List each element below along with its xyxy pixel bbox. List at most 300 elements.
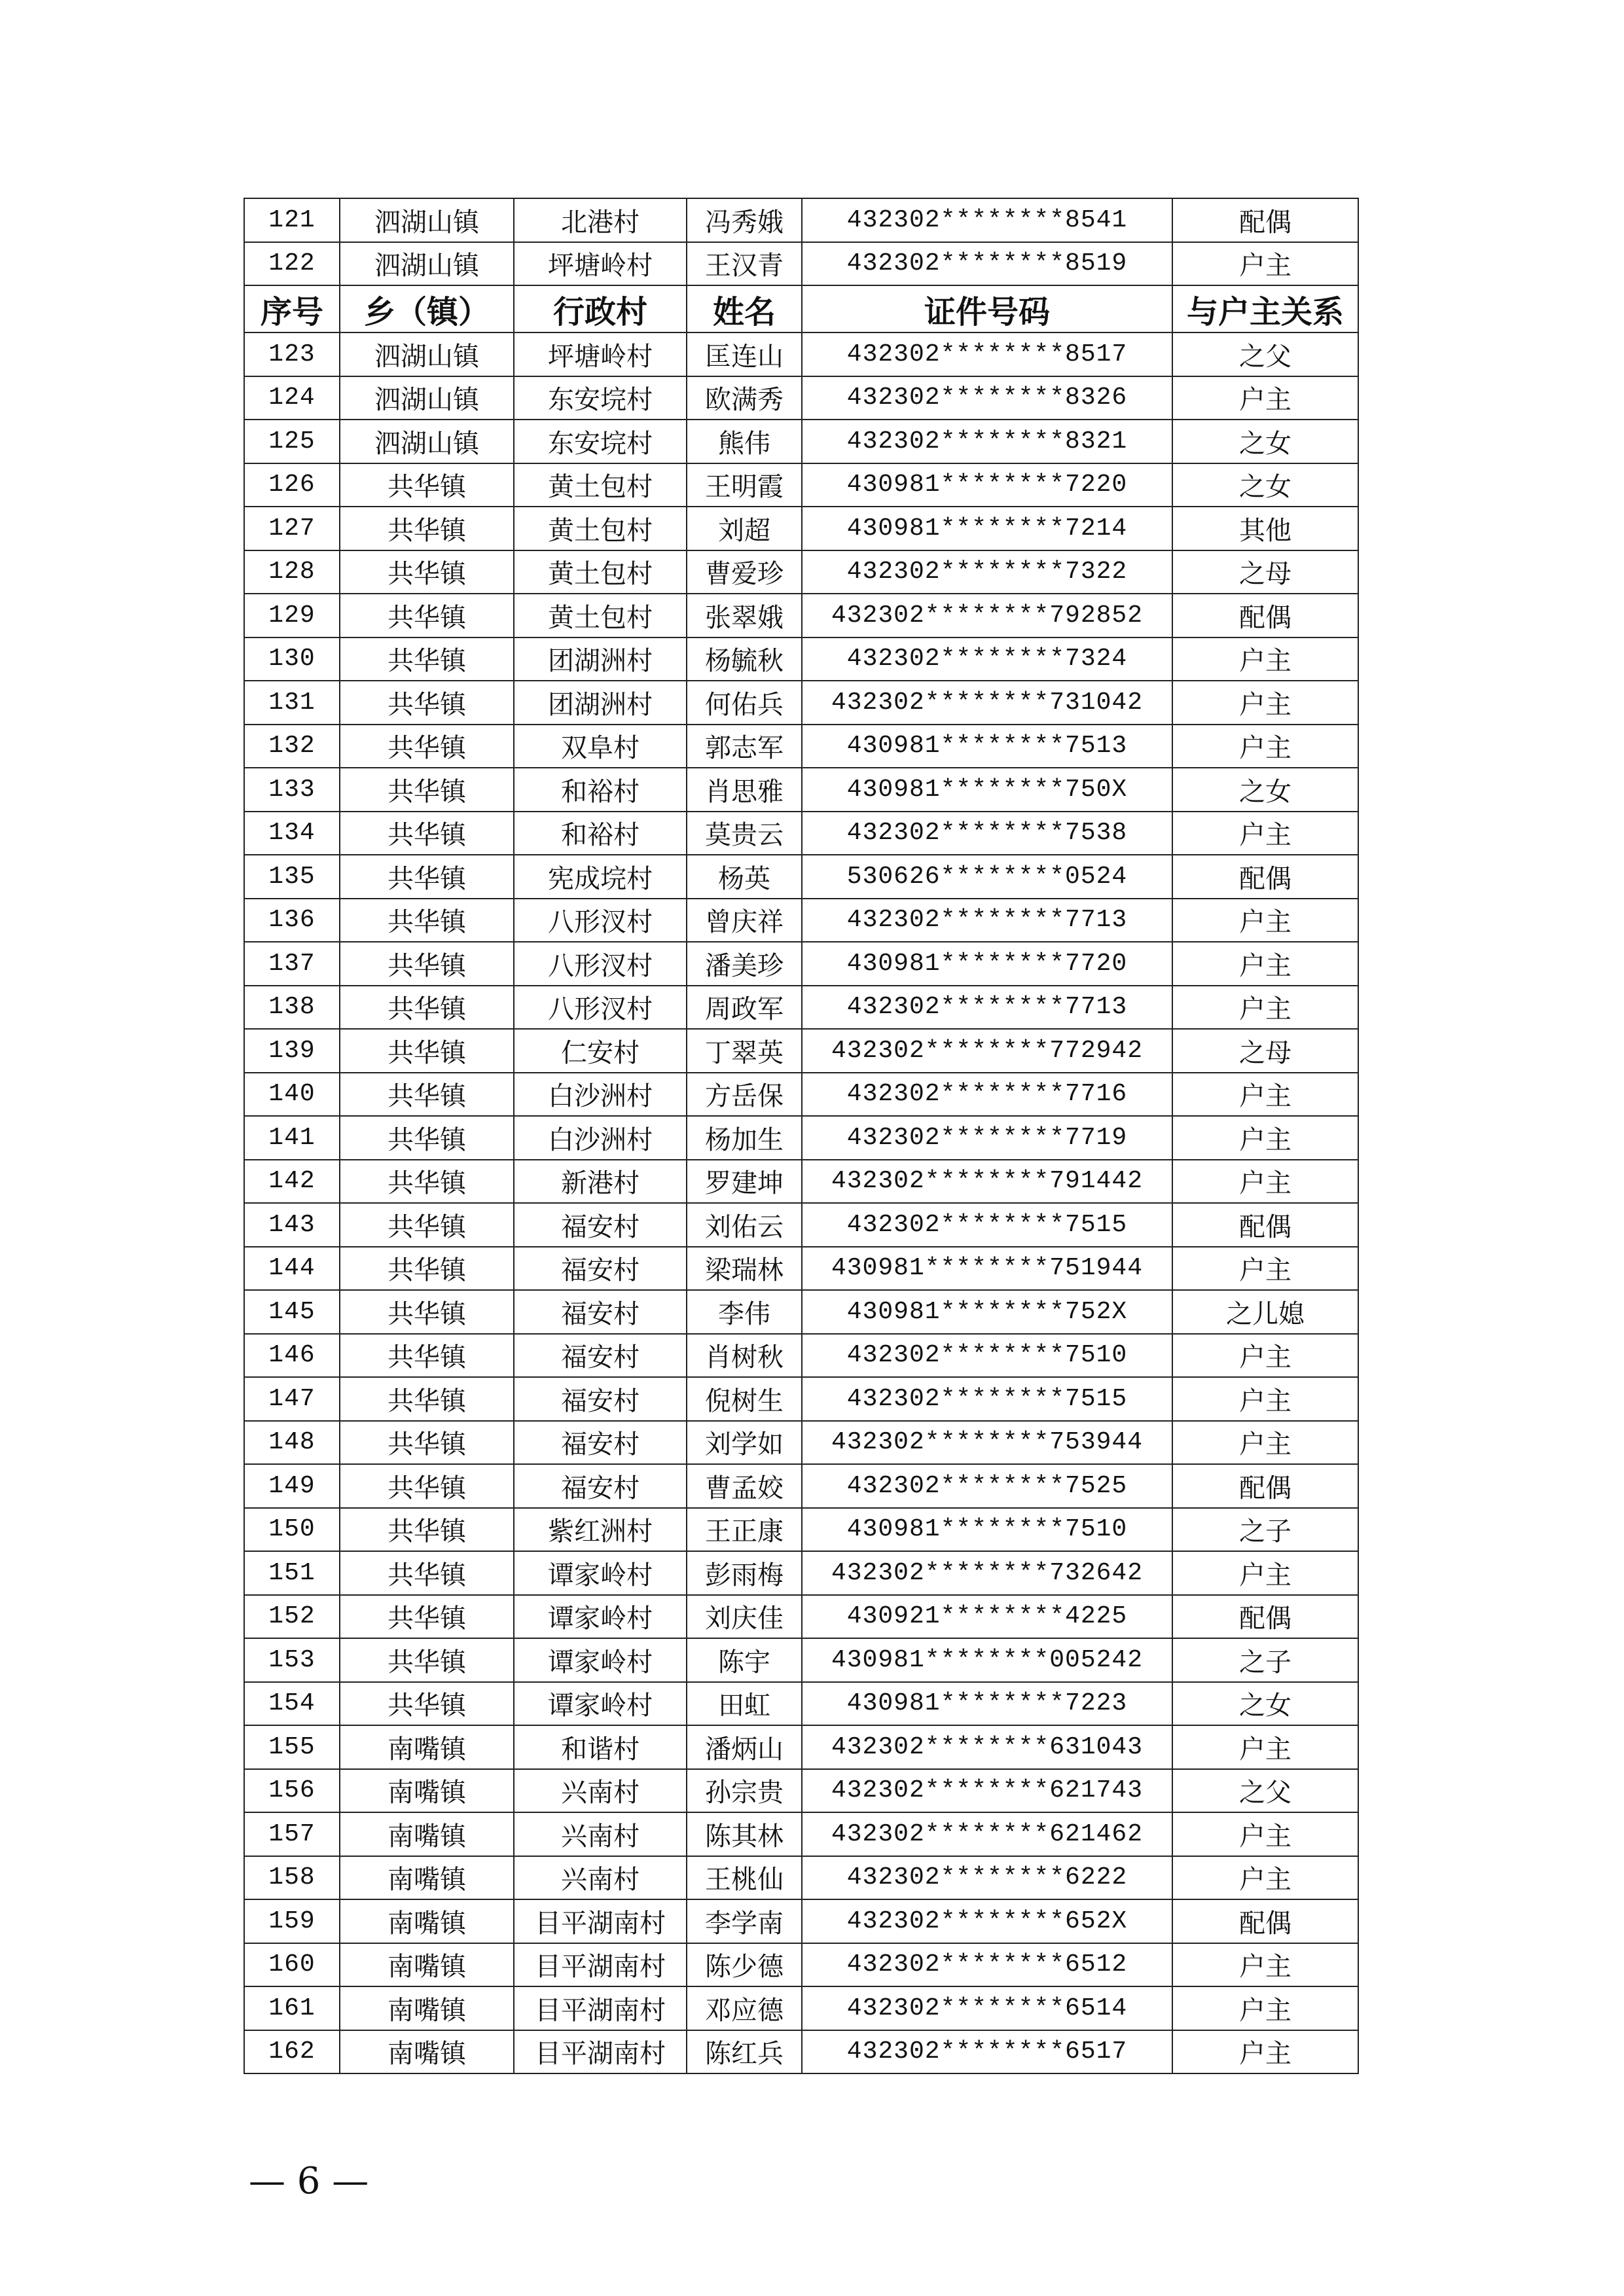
township-cell: 南嘴镇 <box>340 1899 514 1943</box>
relation-cell: 之子 <box>1172 1638 1358 1682</box>
village-cell: 八形汊村 <box>514 986 687 1030</box>
id-number-cell: 432302********8541 <box>802 198 1172 242</box>
relation-cell: 之父 <box>1172 332 1358 376</box>
village-cell: 目平湖南村 <box>514 1899 687 1943</box>
serial-cell: 129 <box>244 594 340 637</box>
name-cell: 孙宗贵 <box>687 1769 802 1813</box>
table-row <box>244 899 1358 942</box>
id-number-cell: 430981********7720 <box>802 942 1172 986</box>
id-number-cell: 430981********005242 <box>802 1638 1172 1682</box>
relation-cell: 配偶 <box>1172 855 1358 899</box>
name-cell: 倪树生 <box>687 1377 802 1421</box>
table-row <box>244 332 1358 376</box>
relation-cell: 之子 <box>1172 1508 1358 1552</box>
township-cell: 南嘴镇 <box>340 1725 514 1769</box>
serial-cell: 145 <box>244 1290 340 1334</box>
township-cell: 南嘴镇 <box>340 1812 514 1856</box>
village-cell: 和裕村 <box>514 812 687 855</box>
name-cell: 刘佑云 <box>687 1203 802 1247</box>
name-cell: 梁瑞林 <box>687 1247 802 1291</box>
village-cell: 兴南村 <box>514 1769 687 1813</box>
name-cell: 曾庆祥 <box>687 899 802 942</box>
table-row <box>244 1725 1358 1769</box>
table-row <box>244 942 1358 986</box>
table-row <box>244 725 1358 768</box>
name-cell: 曹爱珍 <box>687 550 802 594</box>
relation-cell: 户主 <box>1172 1986 1358 2030</box>
table-row <box>244 1856 1358 1900</box>
village-cell: 白沙洲村 <box>514 1073 687 1117</box>
serial-cell: 138 <box>244 986 340 1030</box>
id-number-cell: 430981********7214 <box>802 507 1172 550</box>
table-row <box>244 2030 1358 2074</box>
township-cell: 共华镇 <box>340 899 514 942</box>
name-cell: 肖树秋 <box>687 1334 802 1378</box>
relation-cell: 户主 <box>1172 1856 1358 1900</box>
name-cell: 李学南 <box>687 1899 802 1943</box>
township-cell: 共华镇 <box>340 594 514 637</box>
table-row <box>244 1377 1358 1421</box>
serial-cell: 146 <box>244 1334 340 1378</box>
table-row <box>244 594 1358 637</box>
id-number-cell: 432302********7713 <box>802 899 1172 942</box>
village-cell: 目平湖南村 <box>514 1986 687 2030</box>
relation-cell: 之母 <box>1172 550 1358 594</box>
table-row <box>244 1682 1358 1726</box>
id-number-cell: 432302********652X <box>802 1899 1172 1943</box>
name-cell: 王汉青 <box>687 242 802 286</box>
village-cell: 坪塘岭村 <box>514 242 687 286</box>
serial-cell: 137 <box>244 942 340 986</box>
table-row <box>244 1334 1358 1378</box>
township-cell: 共华镇 <box>340 1595 514 1639</box>
township-cell: 南嘴镇 <box>340 1943 514 1987</box>
table-row <box>244 1943 1358 1987</box>
village-cell: 坪塘岭村 <box>514 332 687 376</box>
village-cell: 谭家岭村 <box>514 1682 687 1726</box>
name-cell: 刘庆佳 <box>687 1595 802 1639</box>
table-row <box>244 1638 1358 1682</box>
id-number-cell: 430981********751944 <box>802 1247 1172 1291</box>
id-number-cell: 432302********8519 <box>802 242 1172 286</box>
table-row <box>244 1203 1358 1247</box>
township-cell: 共华镇 <box>340 681 514 725</box>
township-cell: 共华镇 <box>340 463 514 507</box>
township-cell: 共华镇 <box>340 1377 514 1421</box>
name-cell: 刘超 <box>687 507 802 550</box>
relation-cell: 配偶 <box>1172 198 1358 242</box>
id-number-cell: 430981********7220 <box>802 463 1172 507</box>
name-cell: 王桃仙 <box>687 1856 802 1900</box>
table-row <box>244 1160 1358 1204</box>
table-row <box>244 1899 1358 1943</box>
id-number-cell: 432302********7510 <box>802 1334 1172 1378</box>
name-cell: 潘炳山 <box>687 1725 802 1769</box>
serial-cell: 162 <box>244 2030 340 2074</box>
serial-cell: 141 <box>244 1116 340 1160</box>
name-cell: 陈其林 <box>687 1812 802 1856</box>
township-cell: 南嘴镇 <box>340 1986 514 2030</box>
township-cell: 共华镇 <box>340 1029 514 1073</box>
township-cell: 共华镇 <box>340 1421 514 1465</box>
relation-cell: 户主 <box>1172 942 1358 986</box>
id-number-cell: 432302********772942 <box>802 1029 1172 1073</box>
id-number-cell: 432302********7324 <box>802 637 1172 681</box>
id-number-cell: 432302********7538 <box>802 812 1172 855</box>
header-serial: 序号 <box>244 285 340 332</box>
serial-cell: 125 <box>244 420 340 463</box>
id-number-cell: 432302********7515 <box>802 1203 1172 1247</box>
relation-cell: 户主 <box>1172 725 1358 768</box>
id-number-cell: 432302********792852 <box>802 594 1172 637</box>
township-cell: 共华镇 <box>340 1073 514 1117</box>
id-number-cell: 430981********7513 <box>802 725 1172 768</box>
id-number-cell: 432302********6222 <box>802 1856 1172 1900</box>
relation-cell: 户主 <box>1172 376 1358 420</box>
village-cell: 黄土包村 <box>514 550 687 594</box>
serial-cell: 131 <box>244 681 340 725</box>
table-row <box>244 550 1358 594</box>
village-cell: 东安垸村 <box>514 420 687 463</box>
name-cell: 方岳保 <box>687 1073 802 1117</box>
village-cell: 福安村 <box>514 1377 687 1421</box>
id-number-cell: 432302********8326 <box>802 376 1172 420</box>
table-row <box>244 1029 1358 1073</box>
village-cell: 紫红洲村 <box>514 1508 687 1552</box>
roster-table <box>244 198 1359 2074</box>
township-cell: 共华镇 <box>340 637 514 681</box>
name-cell: 丁翠英 <box>687 1029 802 1073</box>
id-number-cell: 430981********752X <box>802 1290 1172 1334</box>
township-cell: 南嘴镇 <box>340 2030 514 2074</box>
table-row <box>244 1290 1358 1334</box>
relation-cell: 配偶 <box>1172 1464 1358 1508</box>
table-row <box>244 507 1358 550</box>
table-row <box>244 1508 1358 1552</box>
village-cell: 北港村 <box>514 198 687 242</box>
table-row <box>244 1464 1358 1508</box>
relation-cell: 之女 <box>1172 1682 1358 1726</box>
relation-cell: 其他 <box>1172 507 1358 550</box>
village-cell: 谭家岭村 <box>514 1595 687 1639</box>
village-cell: 福安村 <box>514 1247 687 1291</box>
relation-cell: 户主 <box>1172 1334 1358 1378</box>
table-row <box>244 1247 1358 1291</box>
township-cell: 共华镇 <box>340 507 514 550</box>
village-cell: 和裕村 <box>514 768 687 812</box>
table-row <box>244 1769 1358 1813</box>
name-cell: 杨毓秋 <box>687 637 802 681</box>
table-row <box>244 1812 1358 1856</box>
table-row <box>244 768 1358 812</box>
header-village: 行政村 <box>514 285 687 332</box>
township-cell: 共华镇 <box>340 1508 514 1552</box>
relation-cell: 户主 <box>1172 1073 1358 1117</box>
name-cell: 曹孟姣 <box>687 1464 802 1508</box>
township-cell: 共华镇 <box>340 1290 514 1334</box>
village-cell: 东安垸村 <box>514 376 687 420</box>
table-header-row <box>244 285 1358 332</box>
relation-cell: 户主 <box>1172 1812 1358 1856</box>
name-cell: 杨英 <box>687 855 802 899</box>
serial-cell: 133 <box>244 768 340 812</box>
township-cell: 共华镇 <box>340 1203 514 1247</box>
id-number-cell: 430981********7510 <box>802 1508 1172 1552</box>
relation-cell: 户主 <box>1172 681 1358 725</box>
township-cell: 泗湖山镇 <box>340 376 514 420</box>
serial-cell: 140 <box>244 1073 340 1117</box>
name-cell: 欧满秀 <box>687 376 802 420</box>
relation-cell: 之母 <box>1172 1029 1358 1073</box>
village-cell: 黄土包村 <box>514 507 687 550</box>
id-number-cell: 432302********621462 <box>802 1812 1172 1856</box>
page-number: — 6 — <box>249 2160 369 2202</box>
village-cell: 和谐村 <box>514 1725 687 1769</box>
relation-cell: 户主 <box>1172 812 1358 855</box>
table-row <box>244 376 1358 420</box>
table-row <box>244 855 1358 899</box>
table-row <box>244 420 1358 463</box>
serial-cell: 143 <box>244 1203 340 1247</box>
table-row <box>244 637 1358 681</box>
serial-cell: 152 <box>244 1595 340 1639</box>
serial-cell: 161 <box>244 1986 340 2030</box>
township-cell: 共华镇 <box>340 725 514 768</box>
relation-cell: 之女 <box>1172 463 1358 507</box>
id-number-cell: 432302********6514 <box>802 1986 1172 2030</box>
serial-cell: 144 <box>244 1247 340 1291</box>
serial-cell: 136 <box>244 899 340 942</box>
serial-cell: 160 <box>244 1943 340 1987</box>
id-number-cell: 432302********6517 <box>802 2030 1172 2074</box>
name-cell: 王正康 <box>687 1508 802 1552</box>
name-cell: 匡连山 <box>687 332 802 376</box>
header-id-number: 证件号码 <box>802 285 1172 332</box>
id-number-cell: 432302********621743 <box>802 1769 1172 1813</box>
serial-cell: 151 <box>244 1551 340 1595</box>
serial-cell: 158 <box>244 1856 340 1900</box>
township-cell: 共华镇 <box>340 812 514 855</box>
relation-cell: 户主 <box>1172 899 1358 942</box>
name-cell: 张翠娥 <box>687 594 802 637</box>
serial-cell: 157 <box>244 1812 340 1856</box>
id-number-cell: 432302********7525 <box>802 1464 1172 1508</box>
township-cell: 泗湖山镇 <box>340 198 514 242</box>
serial-cell: 155 <box>244 1725 340 1769</box>
roster-table-container <box>244 198 1358 2074</box>
name-cell: 罗建坤 <box>687 1160 802 1204</box>
village-cell: 福安村 <box>514 1203 687 1247</box>
serial-cell: 147 <box>244 1377 340 1421</box>
serial-cell: 134 <box>244 812 340 855</box>
name-cell: 邓应德 <box>687 1986 802 2030</box>
table-row <box>244 198 1358 242</box>
village-cell: 八形汊村 <box>514 899 687 942</box>
serial-cell: 132 <box>244 725 340 768</box>
serial-cell: 149 <box>244 1464 340 1508</box>
header-relation: 与户主关系 <box>1172 285 1358 332</box>
serial-cell: 127 <box>244 507 340 550</box>
serial-cell: 148 <box>244 1421 340 1465</box>
table-row <box>244 1986 1358 2030</box>
id-number-cell: 530626********0524 <box>802 855 1172 899</box>
name-cell: 王明霞 <box>687 463 802 507</box>
name-cell: 周政军 <box>687 986 802 1030</box>
name-cell: 杨加生 <box>687 1116 802 1160</box>
id-number-cell: 432302********8321 <box>802 420 1172 463</box>
table-row <box>244 986 1358 1030</box>
id-number-cell: 432302********7713 <box>802 986 1172 1030</box>
village-cell: 新港村 <box>514 1160 687 1204</box>
village-cell: 团湖洲村 <box>514 637 687 681</box>
serial-cell: 123 <box>244 332 340 376</box>
name-cell: 彭雨梅 <box>687 1551 802 1595</box>
name-cell: 陈红兵 <box>687 2030 802 2074</box>
township-cell: 南嘴镇 <box>340 1856 514 1900</box>
serial-cell: 128 <box>244 550 340 594</box>
serial-cell: 159 <box>244 1899 340 1943</box>
table-row <box>244 1116 1358 1160</box>
name-cell: 冯秀娥 <box>687 198 802 242</box>
relation-cell: 之女 <box>1172 768 1358 812</box>
table-row <box>244 242 1358 286</box>
serial-cell: 150 <box>244 1508 340 1552</box>
village-cell: 团湖洲村 <box>514 681 687 725</box>
name-cell: 刘学如 <box>687 1421 802 1465</box>
id-number-cell: 430981********750X <box>802 768 1172 812</box>
table-row <box>244 812 1358 855</box>
village-cell: 兴南村 <box>514 1856 687 1900</box>
id-number-cell: 432302********8517 <box>802 332 1172 376</box>
id-number-cell: 430981********7223 <box>802 1682 1172 1726</box>
name-cell: 田虹 <box>687 1682 802 1726</box>
village-cell: 仁安村 <box>514 1029 687 1073</box>
name-cell: 潘美珍 <box>687 942 802 986</box>
village-cell: 目平湖南村 <box>514 1943 687 1987</box>
village-cell: 白沙洲村 <box>514 1116 687 1160</box>
serial-cell: 121 <box>244 198 340 242</box>
relation-cell: 户主 <box>1172 1551 1358 1595</box>
village-cell: 福安村 <box>514 1334 687 1378</box>
township-cell: 共华镇 <box>340 1464 514 1508</box>
serial-cell: 135 <box>244 855 340 899</box>
serial-cell: 124 <box>244 376 340 420</box>
relation-cell: 之儿媳 <box>1172 1290 1358 1334</box>
table-row <box>244 1073 1358 1117</box>
relation-cell: 户主 <box>1172 1725 1358 1769</box>
id-number-cell: 430921********4225 <box>802 1595 1172 1639</box>
name-cell: 何佑兵 <box>687 681 802 725</box>
village-cell: 宪成垸村 <box>514 855 687 899</box>
serial-cell: 122 <box>244 242 340 286</box>
id-number-cell: 432302********631043 <box>802 1725 1172 1769</box>
village-cell: 黄土包村 <box>514 463 687 507</box>
serial-cell: 142 <box>244 1160 340 1204</box>
id-number-cell: 432302********731042 <box>802 681 1172 725</box>
village-cell: 双阜村 <box>514 725 687 768</box>
township-cell: 共华镇 <box>340 768 514 812</box>
township-cell: 共华镇 <box>340 1638 514 1682</box>
township-cell: 共华镇 <box>340 942 514 986</box>
relation-cell: 户主 <box>1172 2030 1358 2074</box>
name-cell: 陈少德 <box>687 1943 802 1987</box>
village-cell: 谭家岭村 <box>514 1638 687 1682</box>
serial-cell: 153 <box>244 1638 340 1682</box>
name-cell: 熊伟 <box>687 420 802 463</box>
relation-cell: 配偶 <box>1172 1899 1358 1943</box>
serial-cell: 154 <box>244 1682 340 1726</box>
township-cell: 泗湖山镇 <box>340 242 514 286</box>
relation-cell: 之女 <box>1172 420 1358 463</box>
serial-cell: 126 <box>244 463 340 507</box>
township-cell: 南嘴镇 <box>340 1769 514 1813</box>
name-cell: 莫贵云 <box>687 812 802 855</box>
header-township: 乡（镇） <box>340 285 514 332</box>
village-cell: 黄土包村 <box>514 594 687 637</box>
name-cell: 肖思雅 <box>687 768 802 812</box>
name-cell: 陈宇 <box>687 1638 802 1682</box>
roster-table-body <box>244 198 1358 2073</box>
township-cell: 共华镇 <box>340 1551 514 1595</box>
id-number-cell: 432302********7515 <box>802 1377 1172 1421</box>
township-cell: 共华镇 <box>340 1682 514 1726</box>
serial-cell: 139 <box>244 1029 340 1073</box>
name-cell: 郭志军 <box>687 725 802 768</box>
township-cell: 共华镇 <box>340 855 514 899</box>
relation-cell: 户主 <box>1172 637 1358 681</box>
village-cell: 福安村 <box>514 1464 687 1508</box>
relation-cell: 配偶 <box>1172 1203 1358 1247</box>
relation-cell: 户主 <box>1172 1421 1358 1465</box>
village-cell: 谭家岭村 <box>514 1551 687 1595</box>
village-cell: 福安村 <box>514 1290 687 1334</box>
relation-cell: 配偶 <box>1172 1595 1358 1639</box>
township-cell: 共华镇 <box>340 1160 514 1204</box>
table-row <box>244 1421 1358 1465</box>
township-cell: 共华镇 <box>340 550 514 594</box>
township-cell: 共华镇 <box>340 1116 514 1160</box>
relation-cell: 户主 <box>1172 1943 1358 1987</box>
village-cell: 八形汊村 <box>514 942 687 986</box>
id-number-cell: 432302********732642 <box>802 1551 1172 1595</box>
relation-cell: 户主 <box>1172 1160 1358 1204</box>
table-row <box>244 1551 1358 1595</box>
township-cell: 共华镇 <box>340 986 514 1030</box>
header-name: 姓名 <box>687 285 802 332</box>
relation-cell: 户主 <box>1172 1116 1358 1160</box>
table-row <box>244 463 1358 507</box>
table-row <box>244 1595 1358 1639</box>
serial-cell: 156 <box>244 1769 340 1813</box>
table-row <box>244 681 1358 725</box>
township-cell: 共华镇 <box>340 1334 514 1378</box>
village-cell: 福安村 <box>514 1421 687 1465</box>
relation-cell: 户主 <box>1172 1247 1358 1291</box>
id-number-cell: 432302********753944 <box>802 1421 1172 1465</box>
relation-cell: 户主 <box>1172 1377 1358 1421</box>
relation-cell: 配偶 <box>1172 594 1358 637</box>
village-cell: 兴南村 <box>514 1812 687 1856</box>
township-cell: 泗湖山镇 <box>340 420 514 463</box>
id-number-cell: 432302********7716 <box>802 1073 1172 1117</box>
township-cell: 共华镇 <box>340 1247 514 1291</box>
township-cell: 泗湖山镇 <box>340 332 514 376</box>
relation-cell: 之父 <box>1172 1769 1358 1813</box>
relation-cell: 户主 <box>1172 242 1358 286</box>
id-number-cell: 432302********791442 <box>802 1160 1172 1204</box>
serial-cell: 130 <box>244 637 340 681</box>
village-cell: 目平湖南村 <box>514 2030 687 2074</box>
